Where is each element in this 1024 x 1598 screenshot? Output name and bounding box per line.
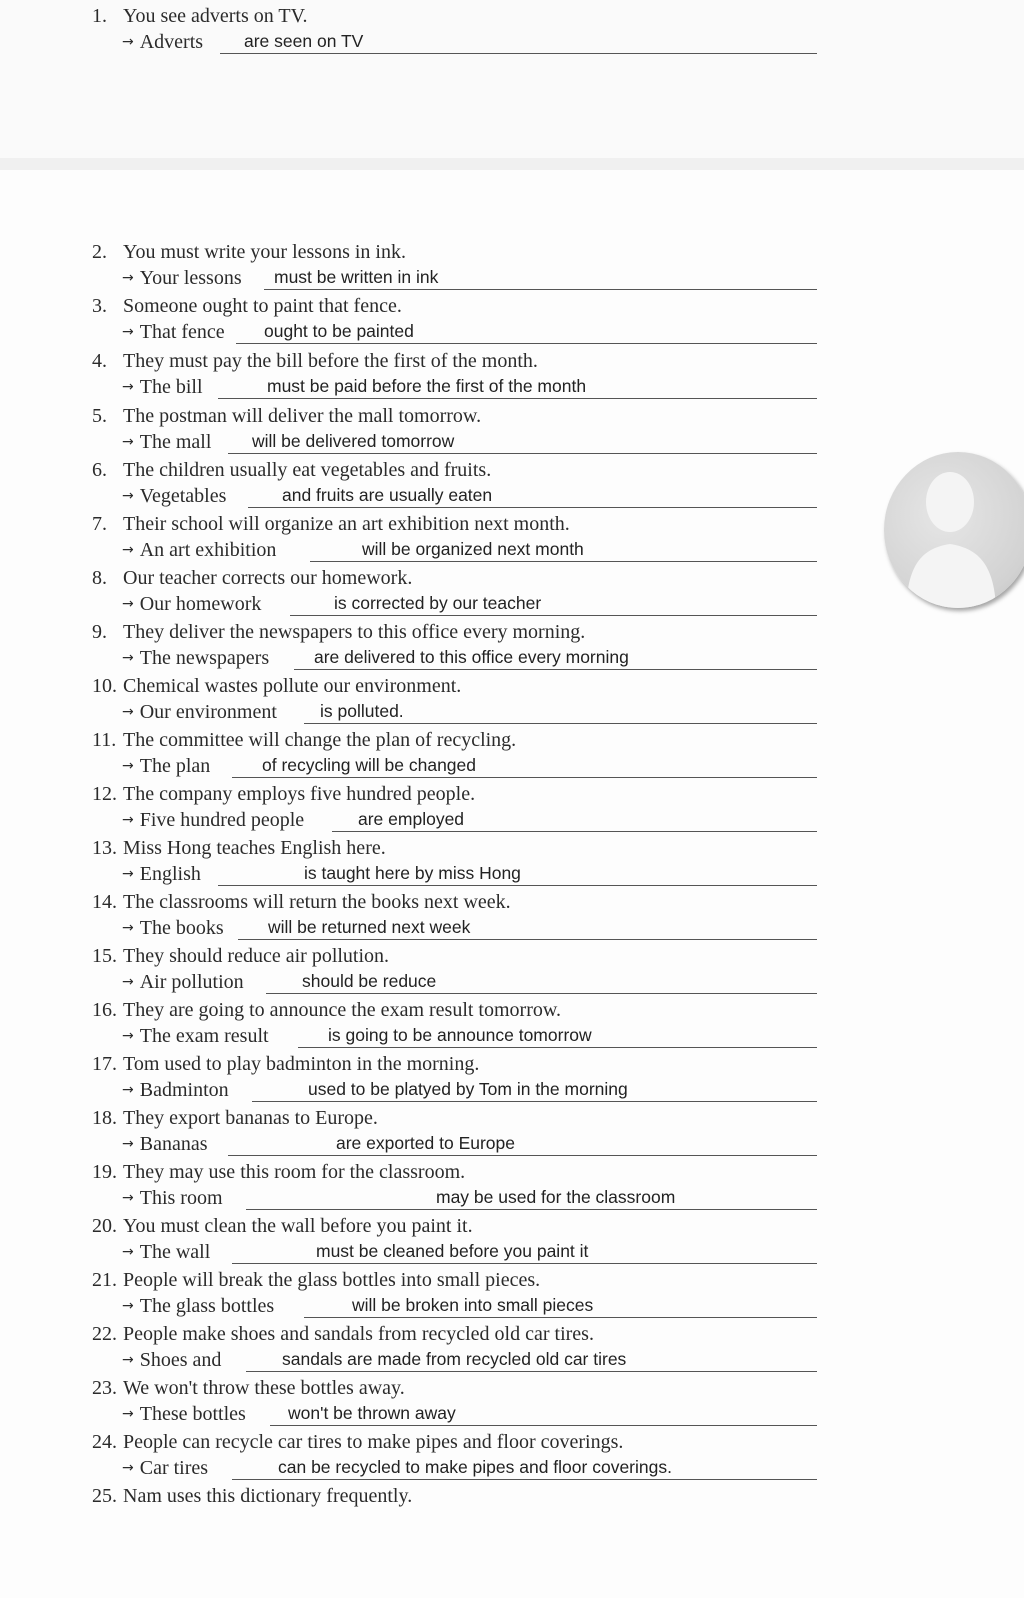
question-5: 5. The postman will deliver the mall tomorrow.	[92, 405, 482, 427]
section-divider	[0, 158, 1024, 170]
answer-text: must be cleaned before you paint it	[316, 1241, 589, 1261]
arrow-icon: →	[122, 812, 134, 828]
answer-text: will be broken into small pieces	[352, 1295, 594, 1315]
answer-row-7: → An art exhibition will be organized next month	[122, 538, 817, 564]
answer-row-21: → The glass bottles will be broken into small pieces	[122, 1294, 817, 1320]
arrow-icon: →	[122, 379, 134, 395]
answer-row-16: → The exam result is going to be announce tomorrow	[122, 1024, 817, 1050]
answer-text: are delivered to this office every morning	[314, 647, 629, 667]
question-9: 9. They deliver the newspapers to this office every morning.	[92, 621, 586, 643]
arrow-icon: →	[122, 596, 134, 612]
question-16: 16. They are going to announce the exam result tomorrow.	[92, 999, 562, 1021]
arrow-icon: →	[122, 974, 134, 990]
arrow-icon: →	[122, 1298, 134, 1314]
answer-text: of recycling will be changed	[262, 755, 477, 775]
question-3: 3. Someone ought to paint that fence.	[92, 295, 402, 317]
question-6: 6. The children usually eat vegetables and fruits.	[92, 459, 492, 481]
answer-text: won't be thrown away	[288, 1403, 456, 1423]
answer-text: ought to be painted	[264, 321, 414, 341]
question-25: 25. Nam uses this dictionary frequently.	[92, 1485, 413, 1507]
answer-text: are seen on TV	[244, 31, 364, 51]
question-18: 18. They export bananas to Europe.	[92, 1107, 378, 1129]
question-17: 17. Tom used to play badminton in the morning.	[92, 1053, 480, 1075]
question-20: 20. You must clean the wall before you paint it.	[92, 1215, 473, 1237]
answer-text: will be organized next month	[362, 539, 584, 559]
answer-text: will be returned next week	[268, 917, 471, 937]
answer-text: must be paid before the first of the month	[267, 376, 587, 396]
arrow-icon: →	[122, 650, 134, 666]
answer-row-20: → The wall must be cleaned before you paint it	[122, 1240, 817, 1266]
answer-text: and fruits are usually eaten	[282, 485, 493, 505]
arrow-icon: →	[122, 1136, 134, 1152]
answer-text: sandals are made from recycled old car tires	[282, 1349, 627, 1369]
arrow-icon: →	[122, 1190, 134, 1206]
question-4: 4. They must pay the bill before the first of the month.	[92, 350, 538, 372]
answer-row-10: → Our environment is polluted.	[122, 700, 817, 726]
answer-text: are employed	[358, 809, 465, 829]
arrow-icon: →	[122, 34, 134, 50]
answer-row-13: → English is taught here by miss Hong	[122, 862, 817, 888]
question-24: 24. People can recycle car tires to make pipes and floor coverings.	[92, 1431, 624, 1453]
answer-row-4: → The bill must be paid before the first of the month	[122, 375, 817, 401]
arrow-icon: →	[122, 1406, 134, 1422]
question-19: 19. They may use this room for the classroom.	[92, 1161, 466, 1183]
answer-text: are exported to Europe	[336, 1133, 516, 1153]
default-avatar-icon[interactable]	[884, 452, 1024, 608]
answer-row-3: → That fence ought to be painted	[122, 320, 817, 346]
arrow-icon: →	[122, 866, 134, 882]
answer-text: used to be platyed by Tom in the morning	[308, 1079, 628, 1099]
answer-row-2: → Your lessons must be written in ink	[122, 266, 817, 292]
question-22: 22. People make shoes and sandals from recycled old car tires.	[92, 1323, 594, 1345]
question-13: 13. Miss Hong teaches English here.	[92, 837, 386, 859]
answer-text: is polluted.	[320, 701, 404, 721]
question-10: 10. Chemical wastes pollute our environment.	[92, 675, 462, 697]
answer-text: is taught here by miss Hong	[304, 863, 521, 883]
answer-row-9: → The newspapers are delivered to this office every morning	[122, 646, 817, 672]
answer-text: will be delivered tomorrow	[252, 431, 455, 451]
question-14: 14. The classrooms will return the books next week.	[92, 891, 511, 913]
question-2: 2. You must write your lessons in ink.	[92, 241, 406, 263]
answer-row-15: → Air pollution should be reduce	[122, 970, 817, 996]
question-11: 11. The committee will change the plan of recycling.	[92, 729, 517, 751]
arrow-icon: →	[122, 324, 134, 340]
answer-row-12: → Five hundred people are employed	[122, 808, 817, 834]
question-12: 12. The company employs five hundred people.	[92, 783, 476, 805]
arrow-icon: →	[122, 488, 134, 504]
answer-row-11: → The plan of recycling will be changed	[122, 754, 817, 780]
arrow-icon: →	[122, 1460, 134, 1476]
answer-text: can be recycled to make pipes and floor coverings.	[278, 1457, 672, 1477]
arrow-icon: →	[122, 758, 134, 774]
arrow-icon: →	[122, 1244, 134, 1260]
answer-row-5: → The mall will be delivered tomorrow	[122, 430, 817, 456]
question-15: 15. They should reduce air pollution.	[92, 945, 390, 967]
question-8: 8. Our teacher corrects our homework.	[92, 567, 413, 589]
answer-row-14: → The books will be returned next week	[122, 916, 817, 942]
arrow-icon: →	[122, 1352, 134, 1368]
arrow-icon: →	[122, 704, 134, 720]
answer-text: is corrected by our teacher	[334, 593, 542, 613]
person-silhouette-icon	[884, 452, 1024, 608]
answer-row-22: → Shoes and sandals are made from recycled old car tires	[122, 1348, 817, 1374]
answer-text: may be used for the classroom	[436, 1187, 676, 1207]
arrow-icon: →	[122, 1082, 134, 1098]
question-1: 1. You see adverts on TV.	[92, 5, 308, 27]
arrow-icon: →	[122, 270, 134, 286]
answer-row-8: → Our homework is corrected by our teacher	[122, 592, 817, 618]
answer-row-24: → Car tires can be recycled to make pipes and floor coverings.	[122, 1456, 817, 1482]
answer-text: must be written in ink	[274, 267, 439, 287]
question-7: 7. Their school will organize an art exhibition next month.	[92, 513, 570, 535]
answer-row-17: → Badminton used to be platyed by Tom in the morning	[122, 1078, 817, 1104]
answer-text: is going to be announce tomorrow	[328, 1025, 592, 1045]
answer-row-1: → Adverts are seen on TV	[122, 30, 817, 56]
answer-text: should be reduce	[302, 971, 437, 991]
question-23: 23. We won't throw these bottles away.	[92, 1377, 405, 1399]
question-21: 21. People will break the glass bottles into small pieces.	[92, 1269, 541, 1291]
answer-row-23: → These bottles won't be thrown away	[122, 1402, 817, 1428]
answer-row-19: → This room may be used for the classroom	[122, 1186, 817, 1212]
arrow-icon: →	[122, 542, 134, 558]
arrow-icon: →	[122, 1028, 134, 1044]
answer-row-6: → Vegetables and fruits are usually eaten	[122, 484, 817, 510]
arrow-icon: →	[122, 434, 134, 450]
answer-row-18: → Bananas are exported to Europe	[122, 1132, 817, 1158]
arrow-icon: →	[122, 920, 134, 936]
